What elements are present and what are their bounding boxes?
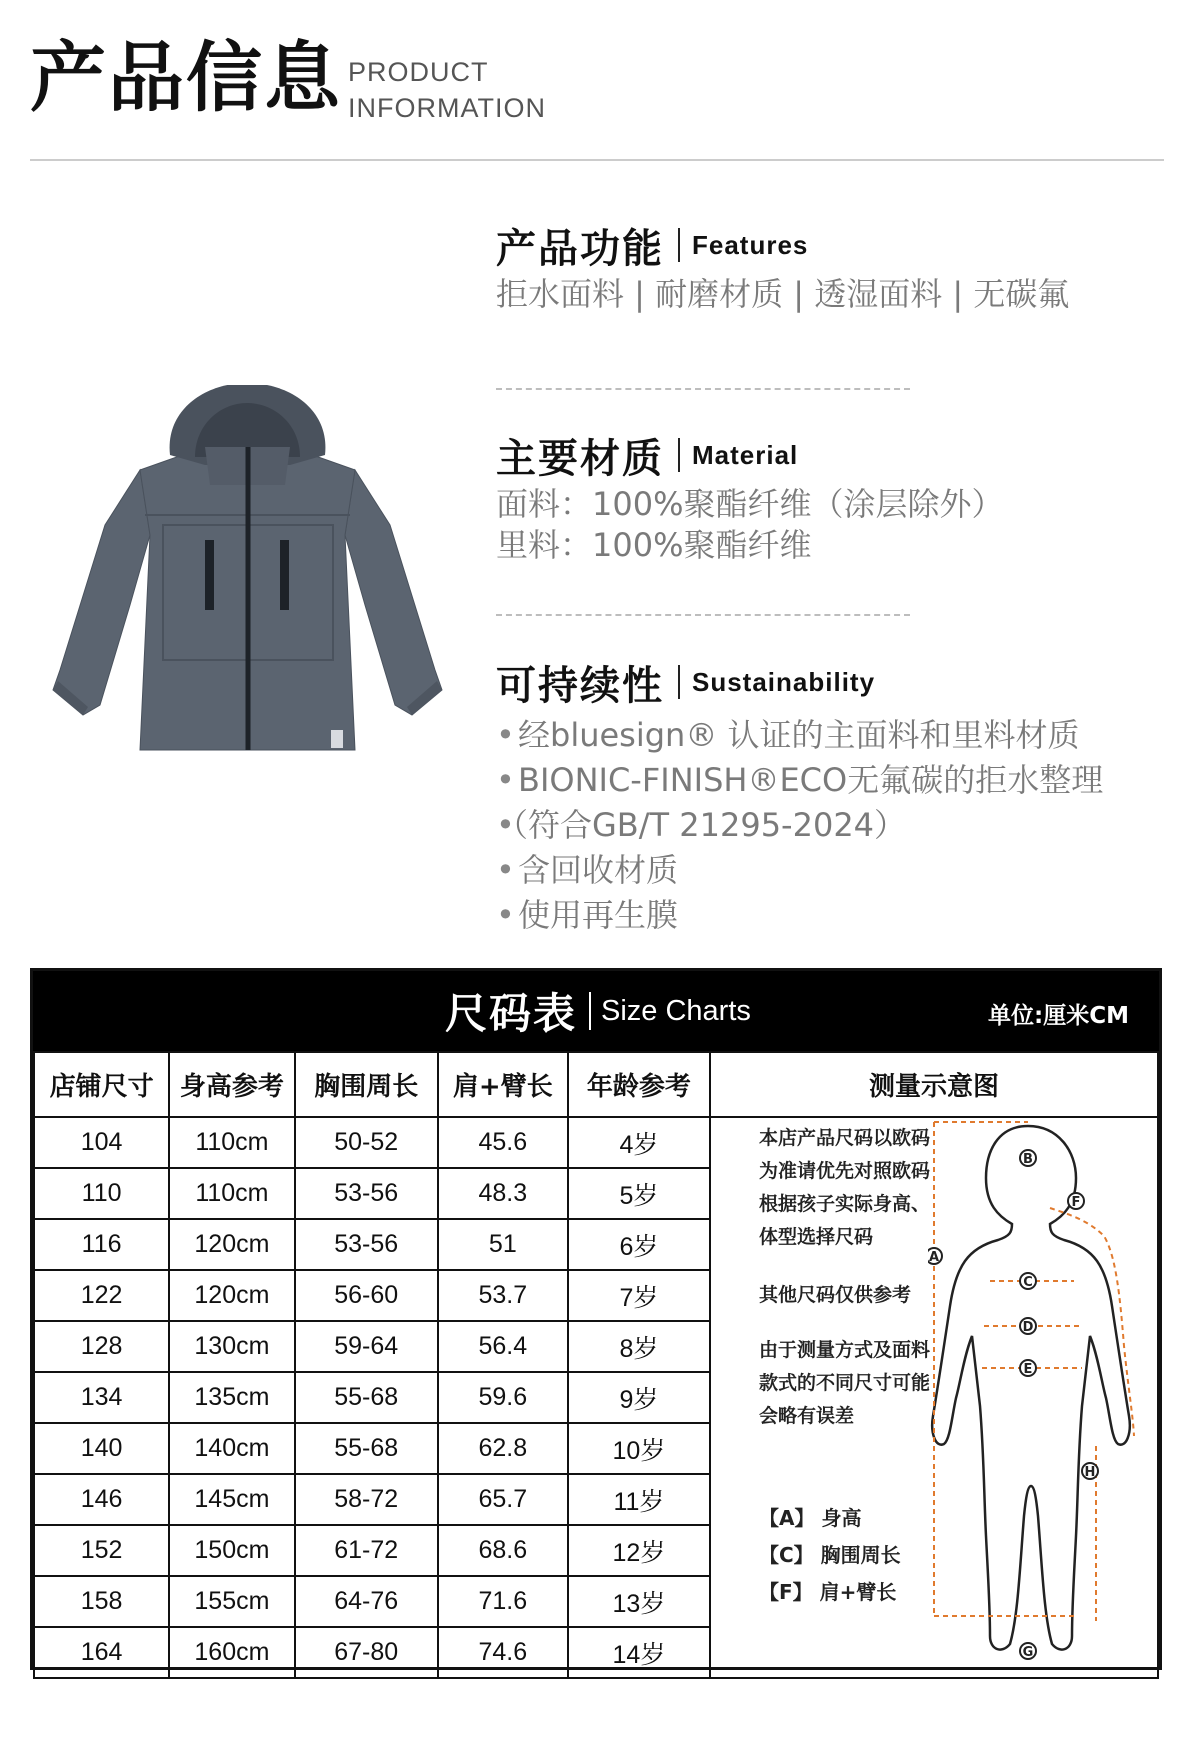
table-cell: 140 <box>34 1423 169 1474</box>
table-cell: 14岁 <box>568 1627 710 1678</box>
point-label: H <box>1084 1465 1096 1480</box>
point-label: A <box>928 1250 940 1265</box>
sustainability-list <box>496 713 1176 938</box>
features-heading <box>496 220 1176 270</box>
table-cell: 68.6 <box>438 1525 568 1576</box>
note-line: 根据孩子实际身高、 <box>759 1193 931 1215</box>
point-label: B <box>1023 1152 1033 1167</box>
note-line: 其他尺码仅供参考 <box>759 1284 912 1306</box>
page-subtitle-line2: INFORMATION <box>348 93 546 123</box>
table-cell: 116 <box>34 1219 169 1270</box>
column-header: 测量示意图 <box>710 1052 1158 1117</box>
size-chart <box>30 968 1162 1670</box>
table-cell: 51 <box>438 1219 568 1270</box>
list-item: • 经bluesign® 认证的主面料和里料材质 <box>496 713 1176 758</box>
table-cell: 48.3 <box>438 1168 568 1219</box>
table-cell: 7岁 <box>568 1270 710 1321</box>
table-cell: 58-72 <box>295 1474 438 1525</box>
point-label: D <box>1022 1320 1034 1335</box>
table-cell: 122 <box>34 1270 169 1321</box>
list-item: • BIONIC-FINISH®ECO无氟碳的拒水整理 <box>496 758 1176 803</box>
point-marker <box>1020 1360 1036 1377</box>
size-chart-header <box>33 971 1159 1051</box>
point-marker <box>1020 1150 1036 1167</box>
unit-label: 单位:厘米CM <box>988 1003 1129 1029</box>
column-header: 年龄参考 <box>568 1052 710 1117</box>
table-cell: 164 <box>34 1627 169 1678</box>
dashed-divider <box>496 614 910 616</box>
features-section <box>496 220 1176 315</box>
features-title-en: Features <box>692 229 809 260</box>
legend-item: 【A】 身高 <box>759 1506 862 1530</box>
table-cell: 5岁 <box>568 1168 710 1219</box>
table-cell: 53-56 <box>295 1168 438 1219</box>
note-line: 体型选择尺码 <box>759 1226 874 1248</box>
table-cell: 74.6 <box>438 1627 568 1678</box>
sustainability-section <box>496 657 1176 938</box>
legend-item: 【C】 胸围周长 <box>759 1543 901 1567</box>
legend <box>759 1500 901 1611</box>
table-cell: 104 <box>34 1117 169 1168</box>
table-cell: 50-52 <box>295 1117 438 1168</box>
point-label: F <box>1071 1195 1081 1210</box>
size-chart-title-en: Size Charts <box>601 994 751 1027</box>
title-separator <box>678 438 680 472</box>
table-cell: 150cm <box>169 1525 295 1576</box>
list-item: • （符合GB/T 21295-2024） <box>496 803 1176 848</box>
table-cell: 56.4 <box>438 1321 568 1372</box>
material-line: 面料：100%聚酯纤维（涂层除外） <box>496 485 1004 523</box>
table-cell: 158 <box>34 1576 169 1627</box>
point-marker <box>1020 1318 1036 1335</box>
table-cell: 130cm <box>169 1321 295 1372</box>
body-silhouette <box>928 1116 1158 1670</box>
table-cell: 61-72 <box>295 1525 438 1576</box>
table-cell: 53.7 <box>438 1270 568 1321</box>
title-separator <box>589 992 591 1030</box>
point-marker <box>1082 1463 1098 1480</box>
page-subtitle-line1: PRODUCT <box>348 57 489 87</box>
material-body <box>496 484 1176 566</box>
table-cell: 11岁 <box>568 1474 710 1525</box>
table-cell: 120cm <box>169 1270 295 1321</box>
point-marker <box>1020 1643 1036 1660</box>
material-title: 主要材质 <box>496 435 664 482</box>
note-line: 本店产品尺码以欧码 <box>759 1127 931 1149</box>
dashed-divider <box>496 388 910 390</box>
table-cell: 67-80 <box>295 1627 438 1678</box>
size-chart-title-zh: 尺码表 <box>445 989 578 1038</box>
page-subtitle <box>348 54 546 126</box>
header-divider <box>30 159 1164 161</box>
note-line: 由于测量方式及面料 <box>759 1339 931 1361</box>
body-outline <box>932 1126 1130 1650</box>
table-cell: 146 <box>34 1474 169 1525</box>
legend-item: 【F】 肩+臂长 <box>759 1580 897 1604</box>
column-header: 身高参考 <box>169 1052 295 1117</box>
table-cell: 140cm <box>169 1423 295 1474</box>
table-cell: 110cm <box>169 1168 295 1219</box>
table-cell: 155cm <box>169 1576 295 1627</box>
page-title: 产品信息 <box>30 33 342 122</box>
table-cell: 55-68 <box>295 1372 438 1423</box>
table-cell: 110cm <box>169 1117 295 1168</box>
table-cell: 71.6 <box>438 1576 568 1627</box>
point-marker <box>1020 1273 1036 1290</box>
point-label: G <box>1022 1645 1034 1660</box>
table-cell: 56-60 <box>295 1270 438 1321</box>
point-label: C <box>1023 1275 1033 1290</box>
table-cell: 9岁 <box>568 1372 710 1423</box>
point-label: E <box>1023 1362 1033 1377</box>
table-header-row <box>34 1052 1158 1117</box>
table-cell: 152 <box>34 1525 169 1576</box>
table-cell: 13岁 <box>568 1576 710 1627</box>
point-marker <box>1068 1193 1084 1210</box>
column-header: 店铺尺寸 <box>34 1052 169 1117</box>
column-header: 胸围周长 <box>295 1052 438 1117</box>
material-heading <box>496 430 1176 480</box>
table-cell: 128 <box>34 1321 169 1372</box>
measurement-diagram <box>713 1116 1162 1670</box>
table-cell: 45.6 <box>438 1117 568 1168</box>
table-cell: 12岁 <box>568 1525 710 1576</box>
jacket-image <box>45 385 450 760</box>
table-cell: 59.6 <box>438 1372 568 1423</box>
table-cell: 53-56 <box>295 1219 438 1270</box>
features-text: 拒水面料 | 耐磨材质 | 透湿面料 | 无碳氟 <box>496 275 1070 313</box>
sustainability-title-en: Sustainability <box>692 666 876 697</box>
note-block <box>759 1122 930 1254</box>
table-cell: 62.8 <box>438 1423 568 1474</box>
note-line: 会略有误差 <box>759 1405 855 1427</box>
column-header: 肩+臂长 <box>438 1052 568 1117</box>
table-cell: 59-64 <box>295 1321 438 1372</box>
table-cell: 120cm <box>169 1219 295 1270</box>
point-marker <box>928 1248 942 1265</box>
table-cell: 135cm <box>169 1372 295 1423</box>
material-section <box>496 430 1176 566</box>
size-chart-title <box>445 985 751 1037</box>
sustainability-heading <box>496 657 1176 707</box>
table-cell: 64-76 <box>295 1576 438 1627</box>
table-cell: 160cm <box>169 1627 295 1678</box>
table-cell: 8岁 <box>568 1321 710 1372</box>
material-line: 里料：100%聚酯纤维 <box>496 526 812 564</box>
features-title: 产品功能 <box>496 225 664 272</box>
table-cell: 134 <box>34 1372 169 1423</box>
note-block <box>759 1334 930 1433</box>
table-cell: 6岁 <box>568 1219 710 1270</box>
list-item: • 使用再生膜 <box>496 893 1176 938</box>
note-line: 为准请优先对照欧码 <box>759 1160 931 1182</box>
table-cell: 4岁 <box>568 1117 710 1168</box>
note-line: 款式的不同尺寸可能 <box>759 1372 931 1394</box>
table-cell: 55-68 <box>295 1423 438 1474</box>
table-cell: 145cm <box>169 1474 295 1525</box>
list-item: • 含回收材质 <box>496 848 1176 893</box>
sustainability-title: 可持续性 <box>496 662 664 709</box>
table-cell: 65.7 <box>438 1474 568 1525</box>
table-cell: 110 <box>34 1168 169 1219</box>
title-separator <box>678 665 680 699</box>
title-separator <box>678 228 680 262</box>
table-cell: 10岁 <box>568 1423 710 1474</box>
material-title-en: Material <box>692 439 799 470</box>
